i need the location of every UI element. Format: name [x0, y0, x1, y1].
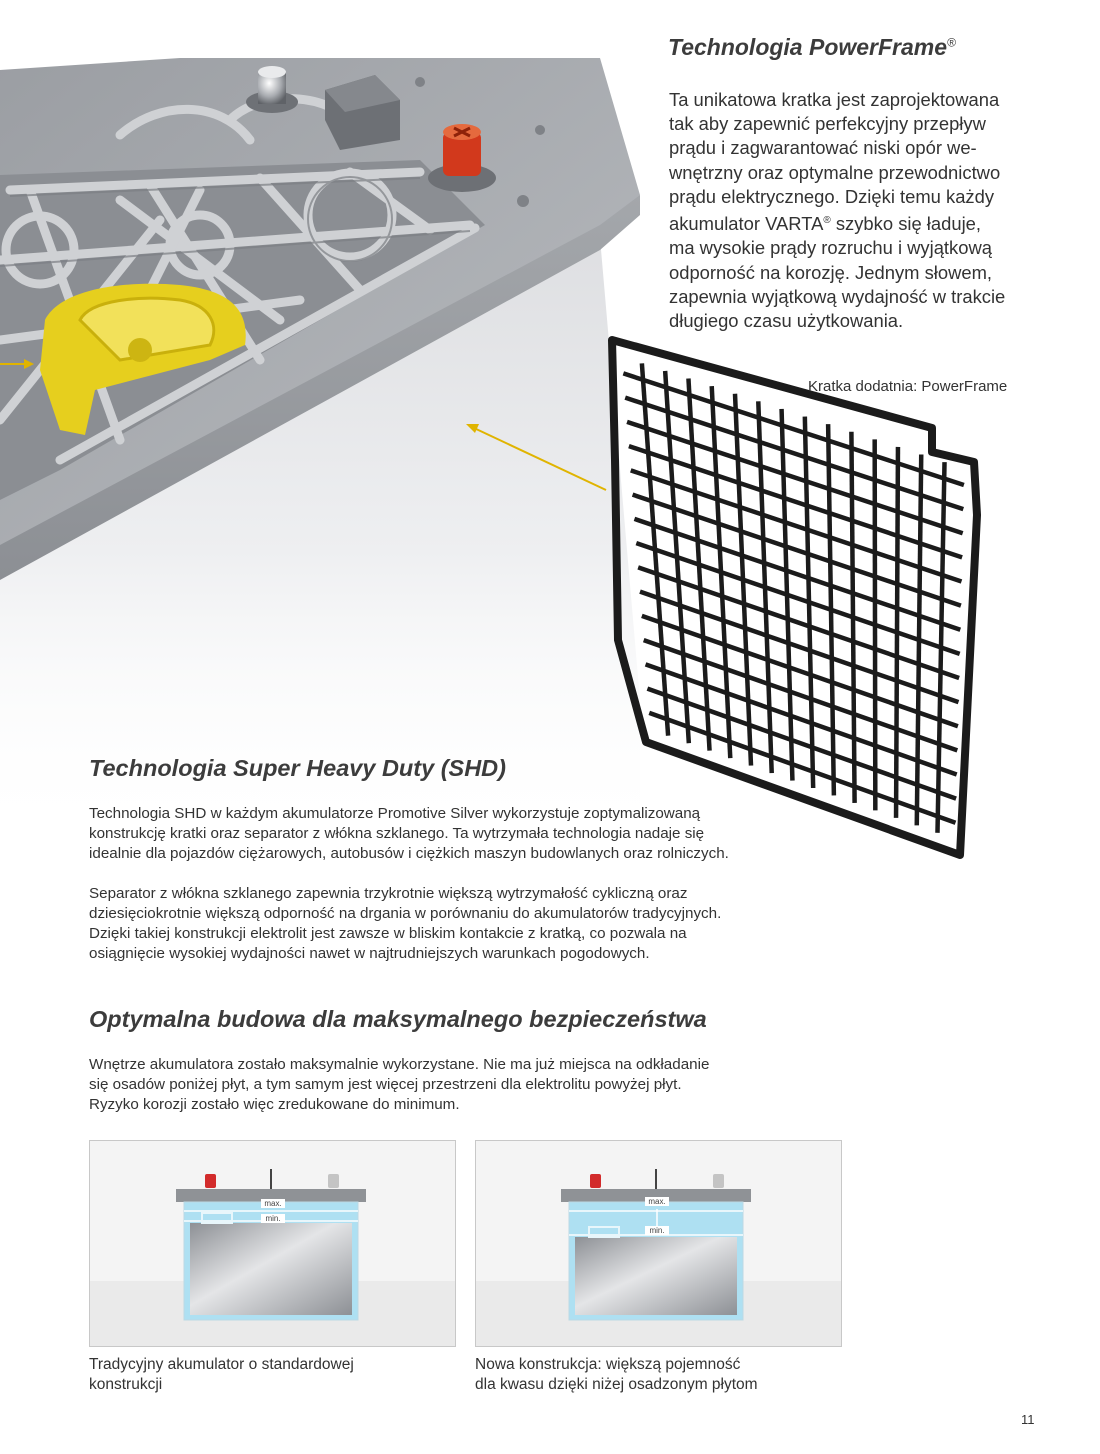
- registered-mark: ®: [947, 35, 956, 50]
- max-level-label: max.: [648, 1197, 666, 1206]
- new-design-caption: Nowa konstrukcja: większą pojemność dla kwasu dzięki niżej osadzonym płytom: [475, 1356, 758, 1393]
- max-level-label: max.: [264, 1199, 282, 1208]
- powerframe-caption: Kratka dodatnia: PowerFrame: [808, 378, 1008, 395]
- traditional-battery-caption: Tradycyjny akumulator o standardowej konstrukcji: [89, 1356, 354, 1393]
- powerframe-heading: Technologia PowerFrame®: [668, 34, 956, 60]
- optimal-design-paragraph: Wnętrze akumulatora zostało maksymalnie wykorzystane. Nie ma już miejsca na odkładanie się osadów poniżej płyt, a tym samym jest więcej przestrzeni dla elektrolitu powyżej płyt. Ryzyko korozji zostało więc zredukowane do minimum.: [89, 1056, 710, 1113]
- min-level-label: min.: [649, 1226, 665, 1235]
- shd-paragraph-2: Separator z włókna szklanego zapewnia trzykrotnie większą wytrzymałość cykliczną oraz dziesięciokrotnie większą odporność na drgania w porównaniu do akumulatorów tradycyjnych. Dzięki takiej konstrukcji elektrolit jest zawsze w bliskim kontakcie z kratką, co pozwala na osiągnięcie wysokiej wydajności nawet w najtrudniejszych warunkach pogodowych.: [89, 885, 722, 962]
- shd-paragraph-1: Technologia SHD w każdym akumulatorze Promotive Silver wykorzystuje zoptymalizowaną konstrukcję kratki oraz separator z włókna szklanego. Ta wytrzymała technologia nadaje się idealnie dla pojazdów ciężarowych, autobusów i ciężkich maszyn budowlanych oraz rolniczych.: [89, 805, 729, 862]
- powerframe-description: Ta unikatowa kratka jest zaprojektowana tak aby zapewnić perfekcyjny przepływ prądu i zagwarantować niski opór we- wnętrzny oraz optymalne przewodnictwo prądu elektrycznego. Dzięki temu każdy akumulator VARTA® szybko się ładuje, ma wysokie prądy rozruchu i wyjątkową odporność na korozję. Jednym słowem, zapewnia wyjątkową wydajność w trakcie długiego czasu użytkowania.: [669, 89, 1006, 331]
- optimal-design-heading: Optymalna budowa dla maksymalnego bezpieczeństwa: [89, 1006, 707, 1032]
- terminal-negative-icon: [328, 1174, 339, 1188]
- traditional-battery-diagram: [89, 1140, 456, 1347]
- min-level-label: min.: [265, 1214, 281, 1223]
- page-number: 11: [1021, 1412, 1035, 1427]
- terminal-positive-icon: [205, 1174, 216, 1188]
- new-design-battery-diagram: [475, 1140, 842, 1347]
- shd-heading: Technologia Super Heavy Duty (SHD): [89, 755, 506, 781]
- terminal-positive-icon: [590, 1174, 601, 1188]
- terminal-negative-icon: [713, 1174, 724, 1188]
